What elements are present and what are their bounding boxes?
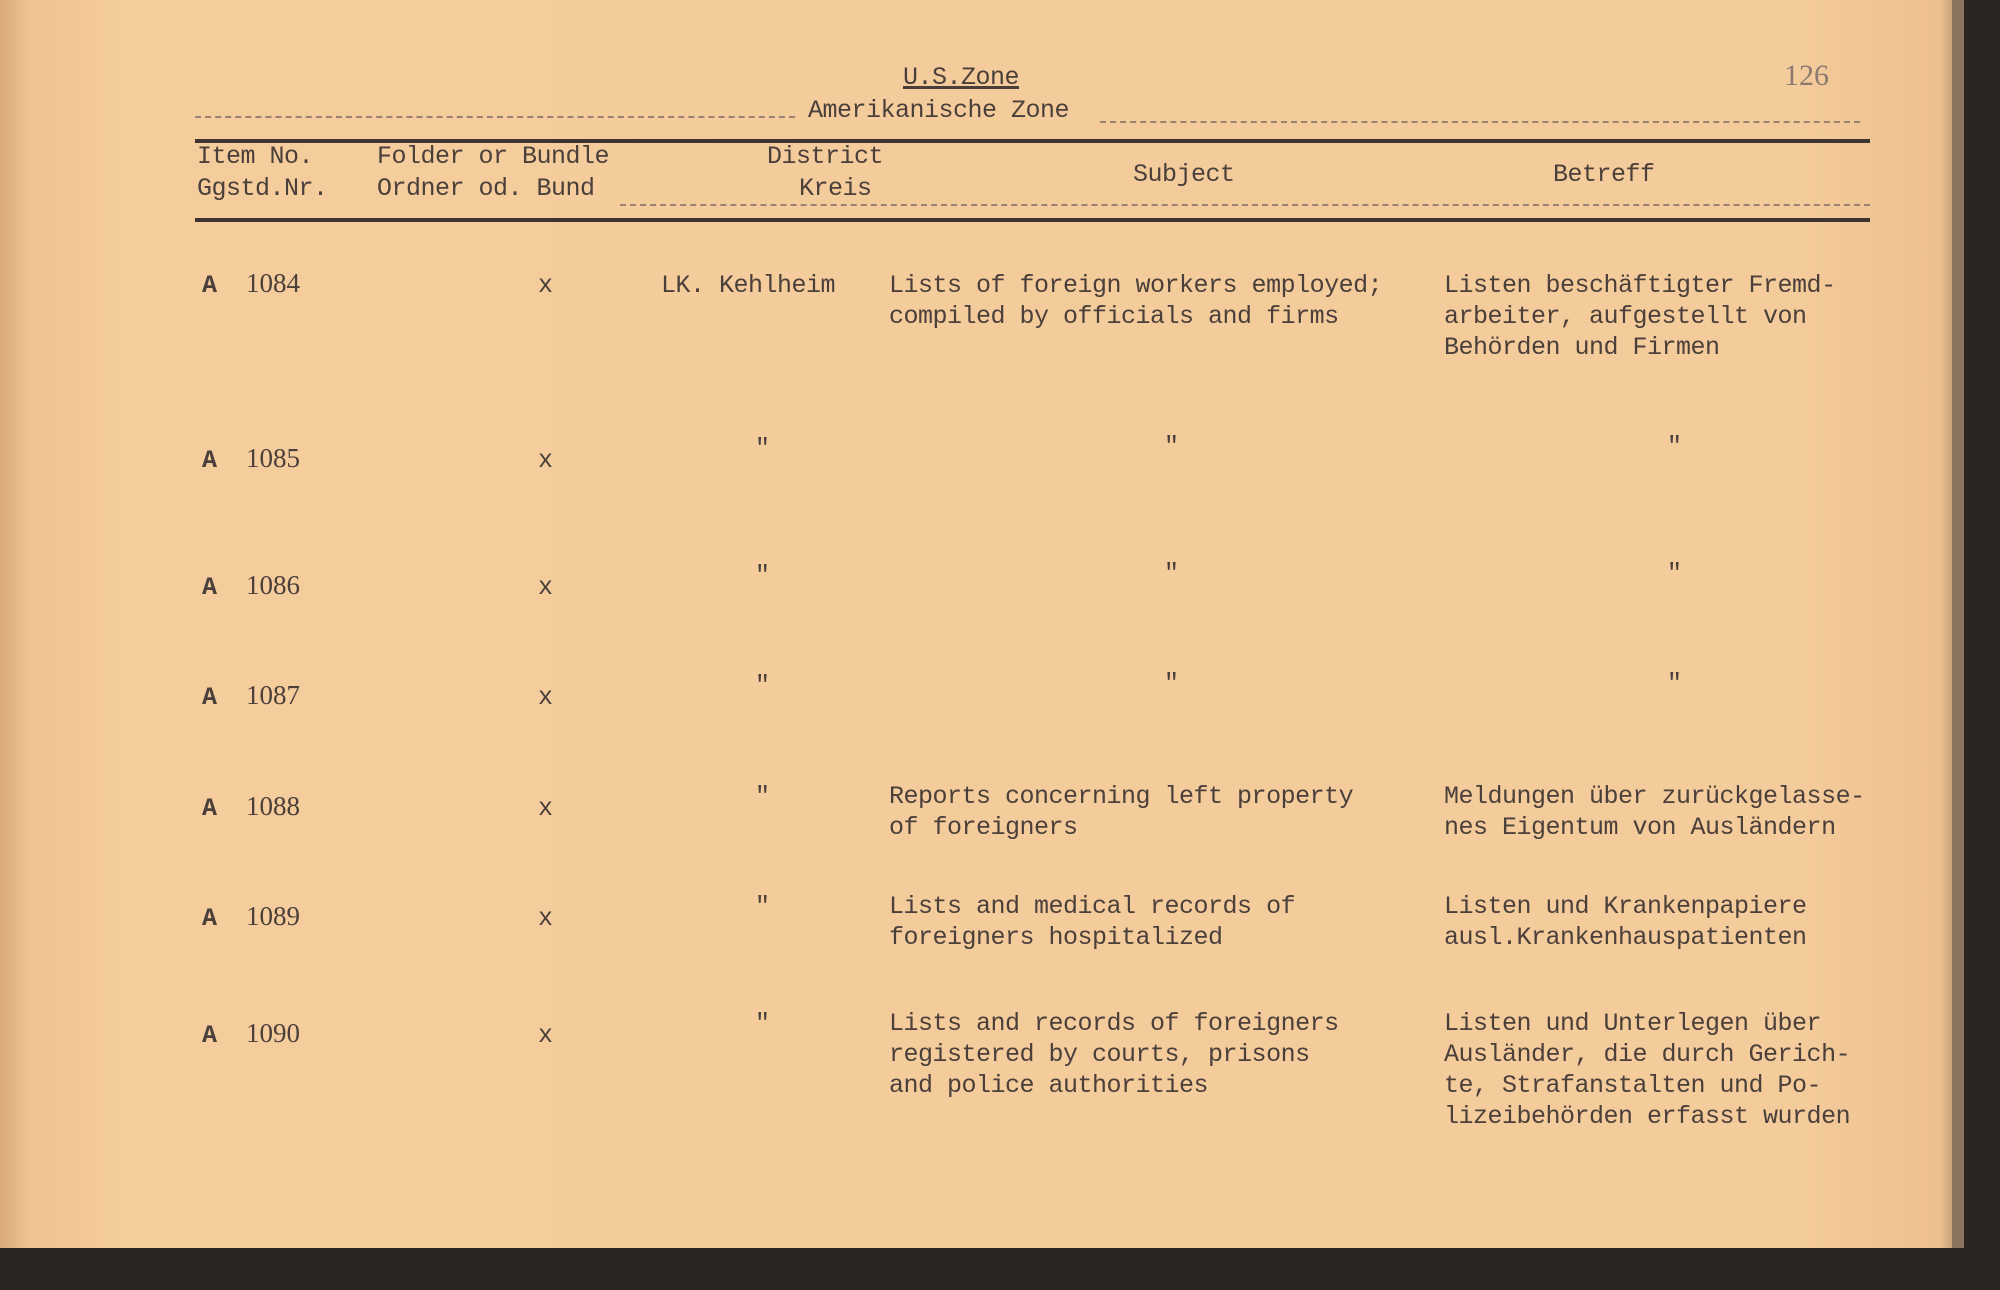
col-folder-de: Ordner od. Bund — [377, 174, 595, 203]
header-rule-bottom — [195, 218, 1870, 222]
book-edge — [1952, 0, 1964, 1248]
item-number: 1089 — [246, 901, 300, 931]
row-prefix: A — [202, 573, 217, 602]
divider — [1100, 121, 1860, 123]
folder-mark: x — [538, 573, 553, 602]
row-prefix: A — [202, 1021, 217, 1050]
district: " — [755, 671, 770, 700]
district: " — [755, 561, 770, 590]
subject: Lists of foreign workers employed; compiled by officials and firms — [889, 271, 1383, 331]
folder-mark: x — [538, 1021, 553, 1050]
col-folder-en: Folder or Bundle — [377, 142, 610, 171]
subject: Reports concerning left property of foreigners — [889, 782, 1354, 842]
folder-mark: x — [538, 904, 553, 933]
divider — [620, 204, 1870, 206]
district: " — [755, 782, 770, 811]
district: " — [755, 434, 770, 463]
item-number: 1087 — [246, 680, 300, 710]
row-prefix: A — [202, 446, 217, 475]
subject: " — [1164, 669, 1179, 698]
zone-title-en: U.S.Zone — [903, 63, 1020, 92]
row-prefix: A — [202, 904, 217, 933]
subject: " — [1164, 559, 1179, 588]
betreff: " — [1667, 432, 1682, 461]
col-subject: Subject — [1133, 160, 1235, 189]
row-prefix: A — [202, 271, 217, 300]
col-district-de: Kreis — [799, 174, 872, 203]
betreff: Listen beschäftigter Fremd- arbeiter, aufgestellt von Behörden und Firmen — [1444, 271, 1836, 362]
betreff: " — [1667, 669, 1682, 698]
item-number: 1088 — [246, 791, 300, 821]
item-number: 1090 — [246, 1018, 300, 1048]
betreff: Listen und Krankenpapiere ausl.Krankenhauspatienten — [1444, 892, 1807, 952]
item-number: 1086 — [246, 570, 300, 600]
folder-mark: x — [538, 683, 553, 712]
district: LK. Kehlheim — [661, 271, 836, 300]
betreff: Listen und Unterlegen über Ausländer, die durch Gerich- te, Strafanstalten und Po- lizeibehörden erfasst wurden — [1444, 1009, 1851, 1131]
col-item-de: Ggstd.Nr. — [197, 174, 328, 203]
zone-title-de: Amerikanische Zone — [808, 96, 1070, 125]
row-prefix: A — [202, 794, 217, 823]
folder-mark: x — [538, 271, 553, 300]
subject: Lists and records of foreigners registered by courts, prisons and police authorities — [889, 1009, 1339, 1100]
item-number: 1085 — [246, 443, 300, 473]
betreff: " — [1667, 559, 1682, 588]
page-number: 126 — [1784, 59, 1829, 92]
row-prefix: A — [202, 683, 217, 712]
col-betreff: Betreff — [1553, 160, 1655, 189]
folder-mark: x — [538, 794, 553, 823]
district: " — [755, 1009, 770, 1038]
item-number: 1084 — [246, 268, 300, 298]
col-district-en: District — [767, 142, 884, 171]
subject: Lists and medical records of foreigners hospitalized — [889, 892, 1296, 952]
folder-mark: x — [538, 446, 553, 475]
betreff: Meldungen über zurückgelasse- nes Eigentum von Ausländern — [1444, 782, 1865, 842]
district: " — [755, 892, 770, 921]
col-item-en: Item No. — [197, 142, 314, 171]
subject: " — [1164, 432, 1179, 461]
divider — [195, 116, 795, 118]
